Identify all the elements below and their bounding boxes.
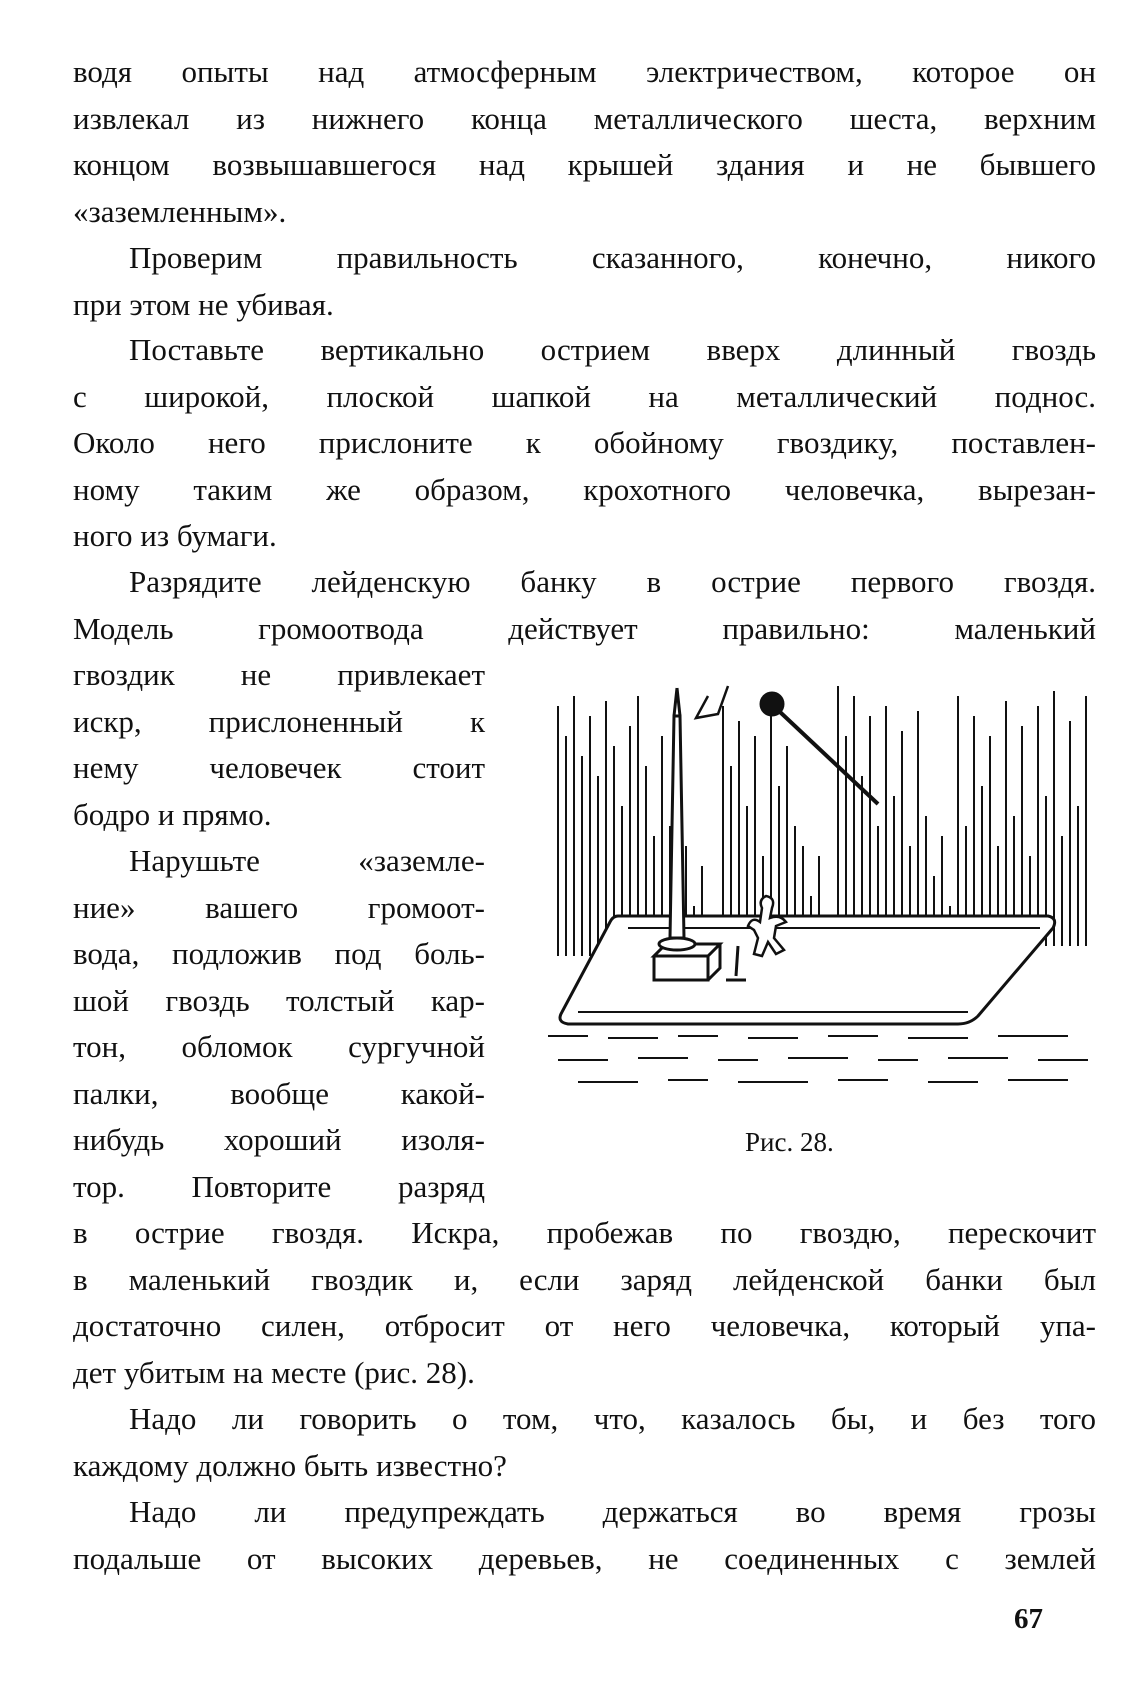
paragraph-4-column — [73, 652, 485, 838]
discharge-rod — [780, 712, 878, 804]
text-line: при этом не убивая. — [73, 286, 334, 322]
text-line: Около него прислоните к обойному гвоздику, поставлен- — [73, 425, 1096, 460]
text-line: достаточно силен, отбросит от него человечка, который упа- — [73, 1308, 1096, 1343]
text-line: Проверим правильность сказанного, конечно, никого — [129, 240, 1096, 275]
paragraph-1 — [73, 49, 1096, 235]
text-line: Нарушьте «заземле- — [129, 843, 485, 878]
text-line: тон, обломок сургучной — [73, 1029, 485, 1064]
text-line: бодро и прямо. — [73, 796, 272, 832]
text-line: искр, прислоненный к — [73, 703, 485, 739]
text-line: в маленький гвоздик и, если заряд лейденской банки был — [73, 1261, 1096, 1297]
text-line: Модель громоотвода действует правильно: маленький — [73, 610, 1096, 646]
text-line: нибудь хороший изоля- — [73, 1122, 485, 1157]
text-line: ние» вашего громоот- — [73, 889, 485, 925]
page-number: 67 — [1014, 1603, 1043, 1635]
text-line: тор. Повторите разряд — [73, 1168, 485, 1204]
text-line: Надо ли предупреждать держаться во время грозы — [129, 1494, 1096, 1529]
text-line: водя опыты над атмосферным электричеством, которое он — [73, 54, 1096, 89]
paragraph-5-continued — [73, 1210, 1096, 1396]
text-line: нему человечек стоит — [73, 750, 485, 785]
text-line: Поставьте вертикально острием вверх длинный гвоздь — [129, 332, 1096, 367]
lightning-rod-illustration — [548, 676, 1094, 1112]
text-line: в острие гвоздя. Искра, пробежав по гвоздю, перескочит — [73, 1215, 1096, 1250]
text-line: с широкой, плоской шапкой на металлический поднос. — [73, 378, 1096, 414]
paragraph-3 — [73, 327, 1096, 560]
paragraph-5-column — [73, 838, 485, 1210]
text-line: подальше от высоких деревьев, не соединенных с землей — [73, 1540, 1096, 1576]
figure-caption: Рис. 28. — [745, 1127, 834, 1157]
text-line: гвоздик не привлекает — [73, 657, 485, 692]
text-line: ному таким же образом, крохотного человечка, вырезан- — [73, 471, 1096, 507]
text-line: палки, вообще какой- — [73, 1075, 485, 1111]
paragraph-6 — [73, 1396, 1096, 1489]
text-line: дет убитым на месте (рис. 28). — [73, 1354, 475, 1390]
paragraph-2 — [73, 235, 1096, 328]
text-line: шой гвоздь толстый кар- — [73, 982, 485, 1018]
text-line: «заземленным». — [73, 193, 287, 229]
text-line: извлекал из нижнего конца металлического шеста, верхним — [73, 100, 1096, 136]
large-nail — [670, 688, 684, 938]
text-line: концом возвышавшегося над крышей здания и не бывшего — [73, 147, 1096, 182]
text-line: каждому должно быть известно? — [73, 1447, 507, 1483]
metal-tray — [560, 916, 1055, 1024]
text-line: Надо ли говорить о том, что, казалось бы, и без того — [129, 1401, 1096, 1436]
text-line: ного из бумаги. — [73, 518, 277, 553]
paragraph-7 — [73, 1489, 1096, 1582]
text-line: вода, подложив под боль- — [73, 936, 485, 971]
text-line: Разрядите лейденскую банку в острие первого гвоздя. — [129, 564, 1096, 599]
paragraph-4 — [73, 559, 1096, 652]
